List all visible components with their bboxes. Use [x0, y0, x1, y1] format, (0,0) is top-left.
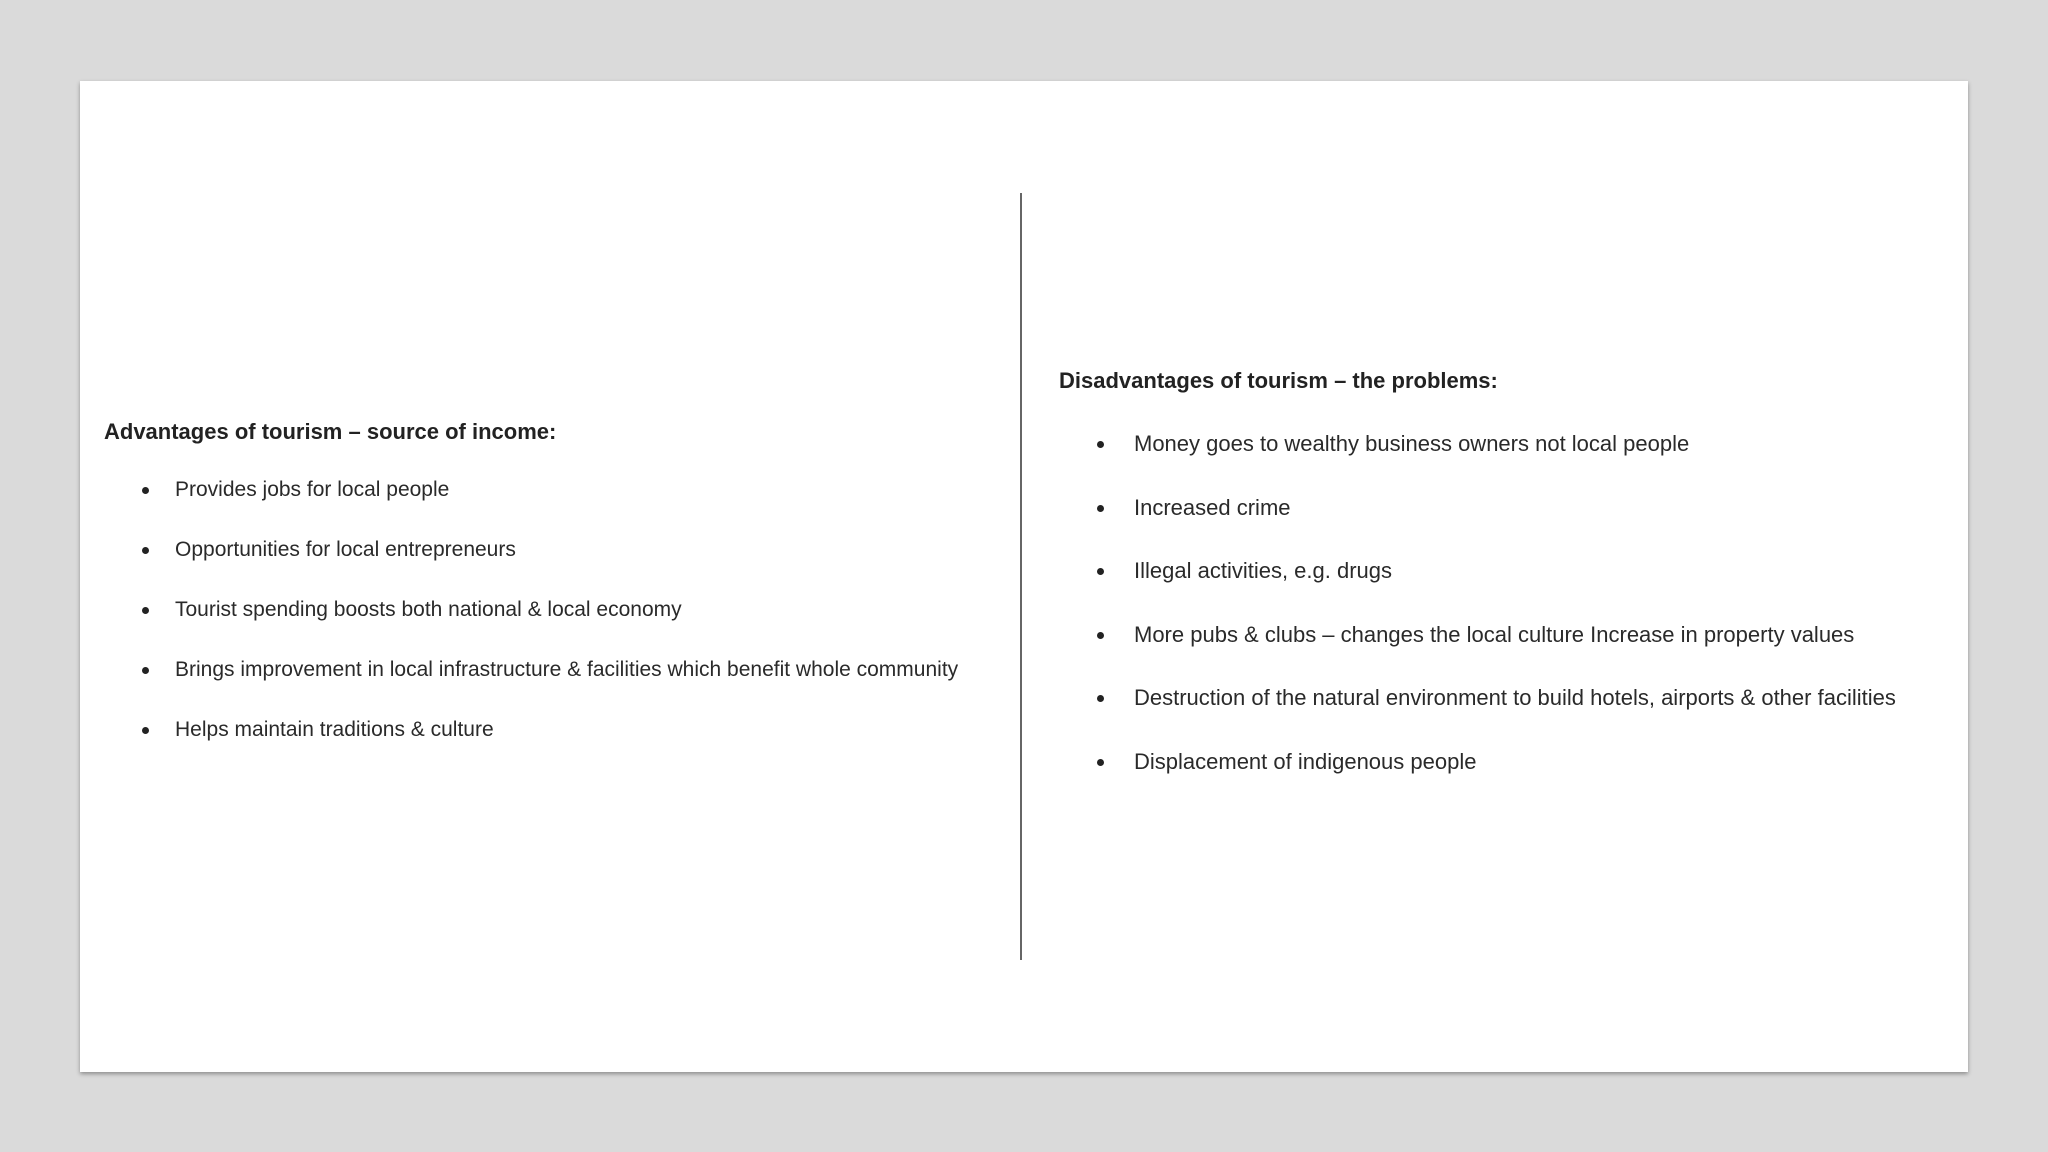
bullet-icon [1097, 632, 1104, 639]
advantages-column [104, 419, 1004, 775]
list-item [979, 492, 1959, 556]
bullet-icon [142, 607, 149, 614]
disadvantages-list [1059, 428, 1959, 809]
list-item [979, 682, 1959, 746]
list-item [104, 475, 1004, 535]
disadvantages-heading: Disadvantages of tourism – the problems: [1059, 368, 1498, 393]
slide [80, 81, 1968, 1072]
bullet-icon [1097, 759, 1104, 766]
list-item-text: More pubs & clubs – changes the local culture Increase in property values [1134, 621, 1855, 647]
bullet-icon [1097, 695, 1104, 702]
list-item-text: Opportunities for local entrepreneurs [175, 538, 516, 561]
list-item-text: Destruction of the natural environment to build hotels, airports & other facilities [1134, 685, 1896, 710]
list-item-text: Money goes to wealthy business owners not local people [1134, 431, 1690, 456]
advantages-heading: Advantages of tourism – source of income: [104, 419, 557, 444]
list-item-text: Increased crime [1134, 494, 1291, 520]
list-item [104, 715, 1004, 775]
list-item [104, 595, 1004, 655]
list-item [979, 619, 1959, 683]
bullet-icon [1097, 568, 1104, 575]
list-item-text: Tourist spending boosts both national & local economy [175, 598, 682, 621]
disadvantages-column [1059, 368, 1959, 809]
list-item-text: Displacement of indigenous people [1134, 748, 1477, 774]
list-item-text: Illegal activities, e.g. drugs [1134, 558, 1393, 583]
bullet-icon [1097, 441, 1104, 448]
list-item-text: Brings improvement in local infrastructure & facilities which benefit whole community [175, 658, 959, 681]
list-item-text: Helps maintain traditions & culture [175, 718, 494, 741]
list-item [979, 555, 1959, 619]
list-item [979, 746, 1959, 810]
bullet-icon [142, 487, 149, 494]
list-item-text: Provides jobs for local people [175, 478, 450, 501]
bullet-icon [142, 667, 149, 674]
bullet-icon [142, 547, 149, 554]
advantages-list [104, 475, 1004, 775]
bullet-icon [142, 727, 149, 734]
list-item [104, 655, 1004, 715]
bullet-icon [1097, 505, 1104, 512]
list-item [979, 428, 1959, 492]
list-item [104, 535, 1004, 595]
